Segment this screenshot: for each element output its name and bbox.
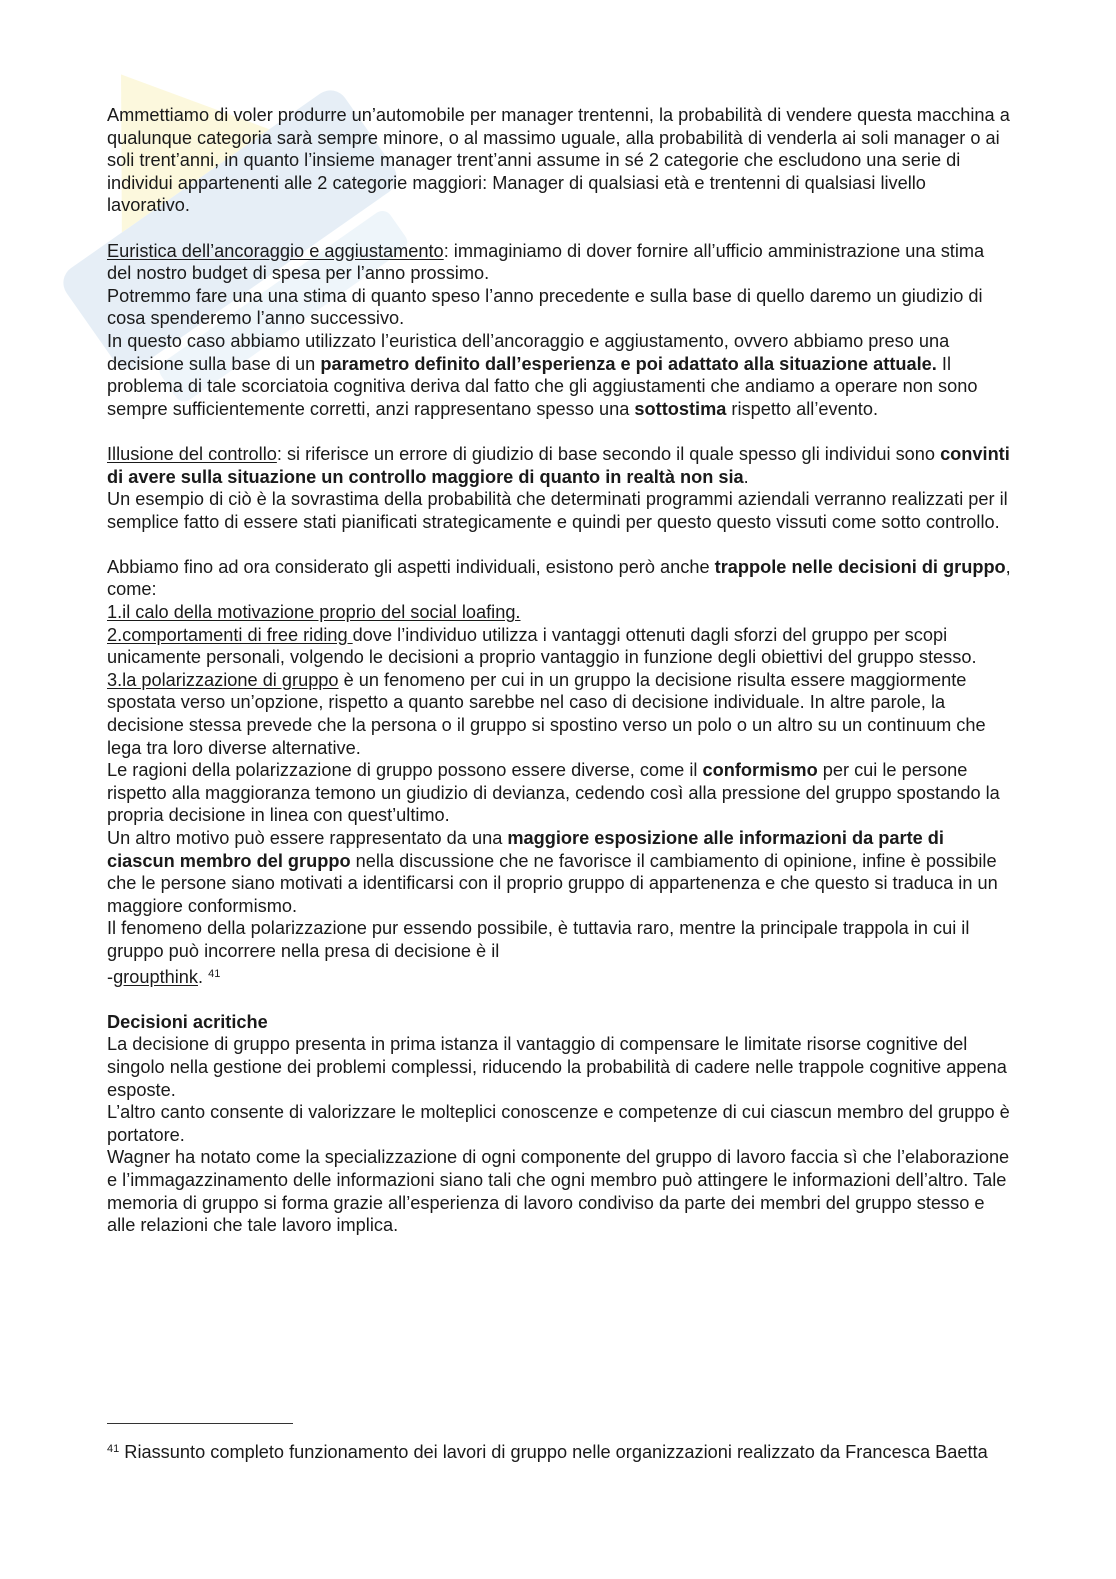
paragraph-motivo — [107, 827, 1012, 917]
text-span: Abbiamo fino ad ora considerato gli aspetti individuali, esistono però anche — [107, 556, 715, 577]
text-span: nella discussione che ne favorisce il cambiamento di opinione, infine è possibile che le persone siano motivati a identificarsi con il proprio gruppo di appartenenza e che questo si traduca in un maggiore conformismo. — [107, 850, 998, 916]
paragraph-ragioni — [107, 759, 1012, 827]
section-heading: Decisioni acritiche — [107, 1011, 268, 1032]
paragraph-ancoraggio-c — [107, 330, 1012, 420]
term-ancoraggio: Euristica dell’ancoraggio e aggiustamento — [107, 240, 444, 261]
text-span: rispetto all’evento. — [726, 398, 879, 419]
text-span: . — [198, 966, 209, 987]
paragraph-illusione — [107, 443, 1012, 488]
text-span: . — [743, 466, 749, 487]
footnote-divider — [107, 1423, 293, 1424]
footnote-ref: 41 — [208, 967, 221, 980]
text-span: Un altro motivo può essere rappresentato da una — [107, 828, 508, 848]
paragraph-section-2: L’altro canto consente di valorizzare le molteplici conoscenze e competenze di cui ciascun membro del gruppo è portatore. — [107, 1102, 1010, 1145]
bold-span: conformismo — [702, 760, 818, 781]
paragraph-groupthink — [107, 963, 1012, 989]
text-span: In questo caso abbiamo utilizzato l’euristica dell’ancoraggio e aggiustamento, ovvero abbiamo preso una decisione sulla base di un — [107, 330, 950, 374]
paragraph-fenomeno: Il fenomeno della polarizzazione pur essendo possibile, è tuttavia raro, mentre la principale trappola in cui il gruppo può incorrere nella presa di decisione è il — [107, 918, 970, 961]
list-item-social-loafing — [107, 601, 1012, 624]
paragraph-ancoraggio-b: Potremmo fare una una stima di quanto speso l’anno precedente e sulla base di quello daremo un giudizio di cosa spenderemo l’anno successivo. — [107, 285, 983, 329]
paragraph-ancoraggio — [107, 240, 1012, 285]
list-item-free-riding — [107, 624, 1012, 669]
paragraph-illusione-b: Un esempio di ciò è la sovrastima della probabilità che determinati programmi aziendali verranno realizzati per il semplice fatto di essere stati pianificati strategicamente e quindi per questo questo vissuti come sotto controllo. — [107, 489, 1008, 532]
footnote — [107, 1438, 1007, 1464]
term-groupthink: groupthink — [113, 966, 198, 987]
paragraph-trappole — [107, 556, 1012, 601]
underline-span: 1.il calo della motivazione proprio del social loafing. — [107, 602, 521, 623]
paragraph-section-1: La decisione di gruppo presenta in prima istanza il vantaggio di compensare le limitate risorse cognitive del singolo nella gestione dei problemi complessi, riducendo la probabilità di cadere nelle trappole cognitive appena esposte. — [107, 1034, 1007, 1100]
text-span: Le ragioni della polarizzazione di gruppo possono essere diverse, come il — [107, 760, 703, 781]
bold-span: sottostima — [634, 398, 727, 419]
bold-span: trappole nelle decisioni di gruppo — [714, 556, 1006, 577]
text-span: è un fenomeno per cui in un gruppo la decisione risulta essere maggiormente spostata verso un’opzione, rispetto a quanto sarebbe nel caso di decisione individuale. In altre parole, la decisione stessa prevede che la persona o il gruppo si spostino verso un polo o un altro su un continuum che lega tra loro diverse alternative. — [107, 669, 986, 758]
text-span: Il problema di tale scorciatoia cognitiva deriva dal fatto che gli aggiustamenti che andiamo a operare non sono sempre sufficientemente corretti, anzi rappresentano spesso una — [107, 353, 978, 419]
paragraph-automobile: Ammettiamo di voler produrre un’automobile per manager trentenni, la probabilità di vendere questa macchina a qualunque categoria sarà sempre minore, o al massimo uguale, alla probabilità di venderla ai soli manager o ai soli trent’anni, in quanto l’insieme manager trent’anni assume in sé 2 categorie che escludono una serie di individui appartenenti alle 2 categorie maggiori: Manager di qualsiasi età e trentenni di qualsiasi livello lavorativo. — [107, 105, 1010, 216]
text-span: : immaginiamo di dover fornire all’ufficio amministrazione una stima del nostro budget di spesa per l’anno prossimo. — [107, 240, 985, 284]
bold-span: convinti di avere sulla situazione un controllo maggiore di quanto in realtà non sia — [107, 443, 1010, 487]
paragraph-section-3: Wagner ha notato come la specializzazione di ogni componente del gruppo di lavoro faccia sì che l’elaborazione e l’immagazzinamento delle informazioni siano tali che ogni membro può attingere le informazioni dell’altro. Tale memoria di gruppo si forma grazie all’esperienza di lavoro condiviso da parte dei membri del gruppo stesso e alle relazioni che tale lavoro implica. — [107, 1147, 1010, 1236]
term-illusione: Illusione del controllo — [107, 443, 277, 464]
underline-span: 3.la polarizzazione di gruppo — [107, 669, 339, 690]
text-span: per cui le persone rispetto alla maggioranza temono un giudizio di devianza, cedendo così alla pressione del gruppo spostando la propria decisione in linea con quest’ultimo. — [107, 760, 1000, 826]
text-span: - — [107, 966, 114, 987]
document-body — [107, 104, 1012, 1237]
text-span: , come: — [107, 556, 1011, 600]
bold-span: parametro definito dall’esperienza e poi adattato alla situazione attuale. — [320, 353, 937, 374]
footnote-text: Riassunto completo funzionamento dei lavori di gruppo nelle organizzazioni realizzato da Francesca Baetta — [119, 1442, 988, 1462]
text-span: : si riferisce un errore di giudizio di base secondo il quale spesso gli individui sono — [276, 443, 941, 464]
bold-span: maggiore esposizione alle informazioni da parte di ciascun membro del gruppo — [107, 828, 944, 871]
footnote-number: 41 — [107, 1443, 120, 1455]
text-span: dove l’individuo utilizza i vantaggi ottenuti dagli sforzi del gruppo per scopi unicamente personali, volgendo le decisioni a proprio vantaggio in funzione degli obiettivi del gruppo stesso. — [107, 624, 977, 668]
underline-span: 2.comportamenti di free riding — [107, 624, 353, 645]
list-item-polarizzazione — [107, 669, 1012, 759]
